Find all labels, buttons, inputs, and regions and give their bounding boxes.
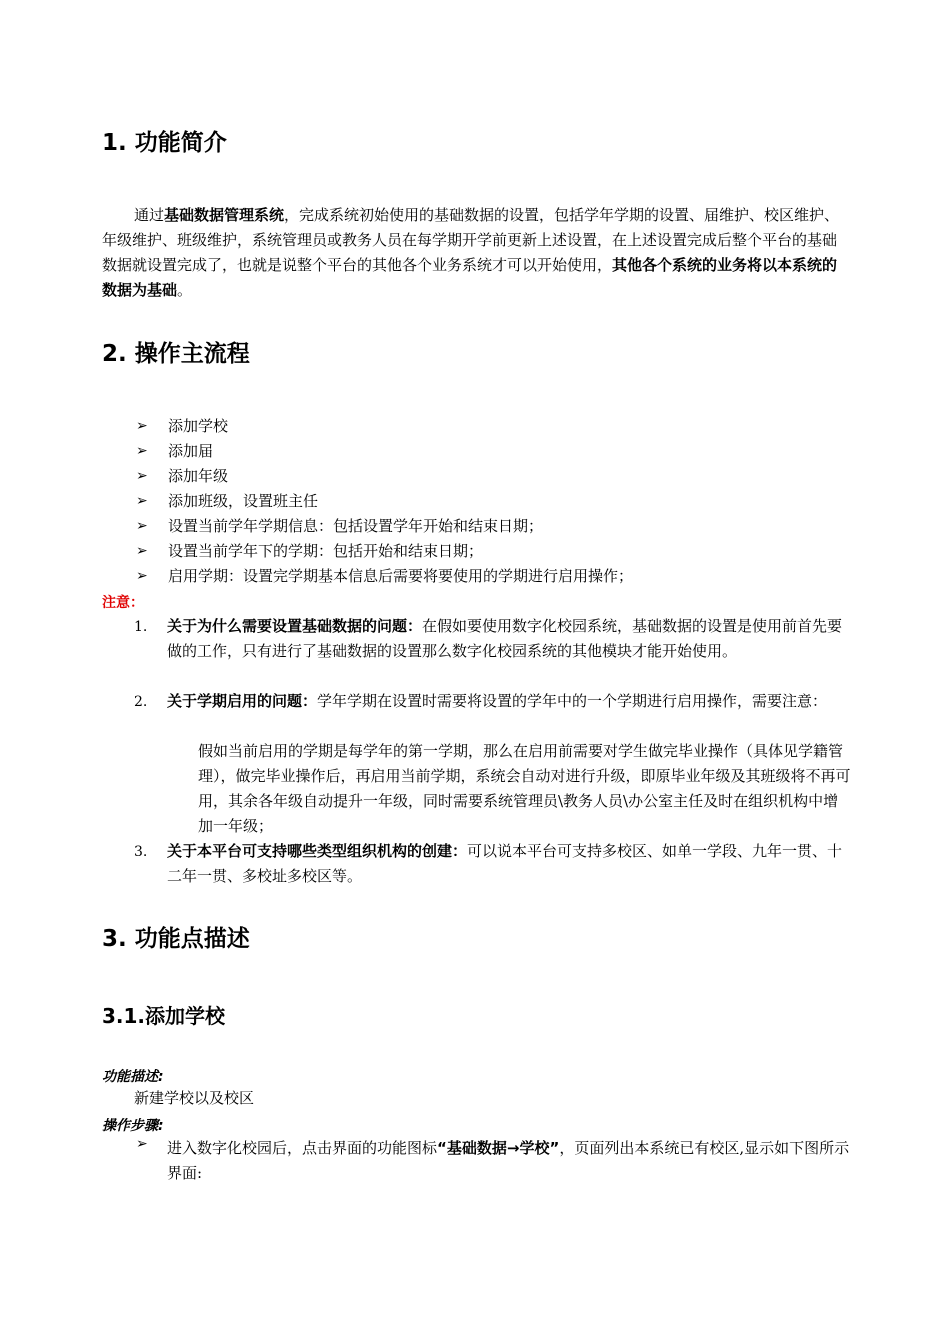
arrow-bullet-icon: ➢ [136, 418, 148, 434]
function-desc-text: 新建学校以及校区 [134, 1089, 255, 1107]
note-sub-paragraph: 假如当前启用的学期是每学年的第一学期，那么在启用前需要对学生做完毕业操作（具体见学籍管理），做完毕业操作后，再启用当前学期，系统会自动对进行升级，即原毕业年级及其班级将不再可用，其余各年级自动提升一年级，同时需要系统管理员\教务人员\办公室主任及时在组织机构中增加一年级； [198, 742, 851, 835]
arrow-bullet-icon: ➢ [136, 493, 148, 509]
note-number: 2. [134, 694, 148, 710]
steps-label: 操作步骤: [102, 1118, 164, 1134]
note-number: 3. [134, 844, 148, 860]
arrow-bullet-icon: ➢ [136, 568, 148, 584]
note-item: 关于学期启用的问题：学年学期在设置时需要将设置的学年中的一个学期进行启用操作，需要注意： [167, 692, 828, 710]
arrow-bullet-icon: ➢ [136, 518, 148, 534]
section-2-heading: 2. 操作主流程 [102, 341, 250, 367]
arrow-bullet-icon: ➢ [136, 443, 148, 459]
menu-path: “基础数据→学校” [437, 1139, 560, 1157]
arrow-bullet-icon: ➢ [136, 543, 148, 559]
subsection-heading: 3.1.添加学校 [102, 1004, 226, 1028]
intro-bold-term: 基础数据管理系统 [164, 206, 285, 224]
intro-bold-conclusion: 其他各个系统的业务将以本系统的数据为基础 [102, 256, 838, 299]
note-item: 关于为什么需要设置基础数据的问题：在假如要使用数字化校园系统，基础数据的设置是使用前首先要做的工作，只有进行了基础数据的设置那么数字化校园系统的其他模块才能开始使用。 [167, 617, 843, 660]
note-label: 注意： [102, 595, 144, 611]
arrow-bullet-icon: ➢ [136, 468, 148, 484]
function-desc-label: 功能描述: [102, 1069, 164, 1085]
arrow-bullet-icon: ➢ [136, 1136, 148, 1152]
intro-paragraph: 通过基础数据管理系统，完成系统初始使用的基础数据的设置，包括学年学期的设置、届维护、校区维护、年级维护、班级维护，系统管理员或教务人员在每学期开学前更新上述设置，在上述设置完成后整个平台的基础数据就设置完成了，也就是说整个平台的其他各个业务系统才可以开始使用，其他各个系统的业务将以本系统的数据为基础。 [102, 206, 840, 299]
step-instruction: 进入数字化校园后，点击界面的功能图标“基础数据→学校”，页面列出本系统已有校区,显示如下图所示界面: [167, 1139, 850, 1182]
note-number: 1. [134, 619, 148, 635]
section-1-heading: 1. 功能简介 [102, 130, 227, 156]
section-3-heading: 3. 功能点描述 [102, 926, 250, 952]
note-item: 关于本平台可支持哪些类型组织机构的创建：可以说本平台可支持多校区、如单一学段、九年一贯、十二年一贯、多校址多校区等。 [167, 842, 843, 885]
